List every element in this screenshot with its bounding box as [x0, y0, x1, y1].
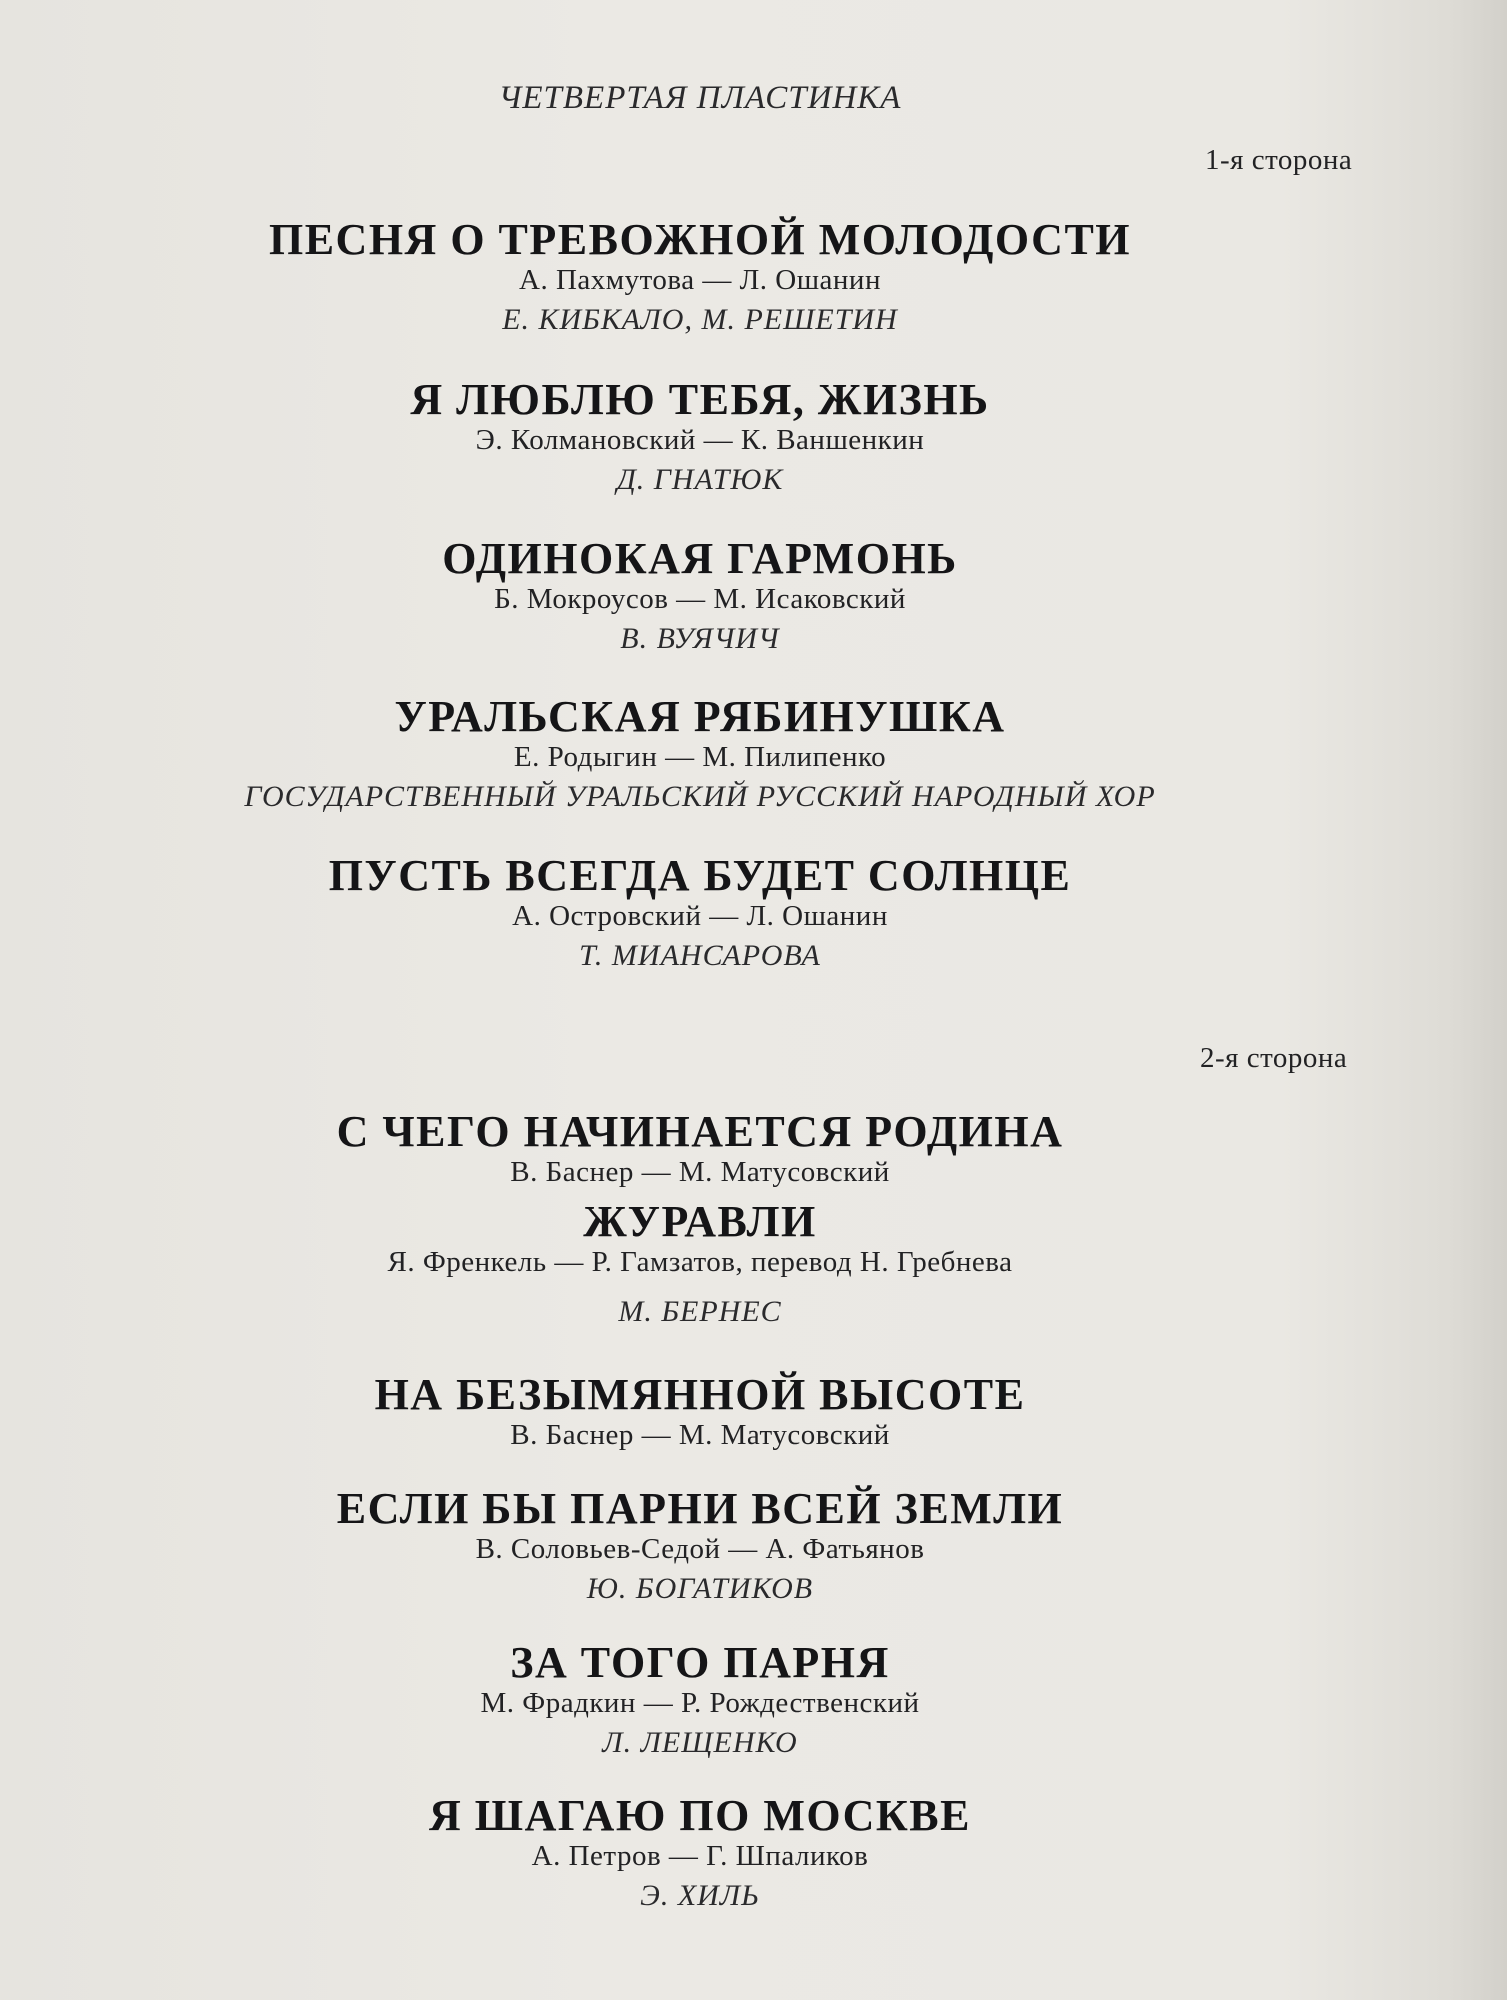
track-title: ПЕСНЯ О ТРЕВОЖНОЙ МОЛОДОСТИ — [268, 215, 1132, 264]
track-title: ЖУРАВЛИ — [583, 1197, 817, 1246]
track-performer: Д. ГНАТЮК — [616, 463, 784, 496]
track-authors: Я. Френкель — Р. Гамзатов, перевод Н. Гребнева — [387, 1246, 1013, 1278]
track-authors: В. Соловьев-Седой — А. Фатьянов — [475, 1533, 925, 1565]
track-10 — [0, 1638, 1400, 1761]
track-title: ОДИНОКАЯ ГАРМОНЬ — [442, 534, 958, 583]
track-3 — [0, 534, 1400, 657]
track-authors: Б. Мокроусов — М. Исаковский — [494, 583, 906, 615]
track-title: С ЧЕГО НАЧИНАЕТСЯ РОДИНА — [336, 1107, 1064, 1156]
side-1-label: 1-я сторона — [1205, 144, 1353, 176]
track-performer: Е. КИБКАЛО, М. РЕШЕТИН — [502, 303, 898, 336]
track-performer: Т. МИАНСАРОВА — [579, 939, 821, 972]
track-performer: М. БЕРНЕС — [618, 1295, 782, 1328]
record-title: ЧЕТВЕРТАЯ ПЛАСТИНКА — [498, 80, 902, 116]
track-2 — [0, 375, 1400, 498]
track-title: ПУСТЬ ВСЕГДА БУДЕТ СОЛНЦЕ — [328, 851, 1072, 900]
track-authors: В. Баснер — М. Матусовский — [510, 1419, 890, 1451]
track-performer: Л. ЛЕЩЕНКО — [602, 1726, 798, 1759]
track-performer: В. ВУЯЧИЧ — [620, 622, 780, 655]
track-9 — [0, 1484, 1400, 1607]
track-1 — [0, 215, 1400, 338]
track-authors: М. Фрадкин — Р. Рождественский — [480, 1687, 920, 1719]
track-11 — [0, 1791, 1400, 1914]
track-5 — [0, 851, 1400, 974]
track-title: ЕСЛИ БЫ ПАРНИ ВСЕЙ ЗЕМЛИ — [336, 1484, 1064, 1533]
track-authors: В. Баснер — М. Матусовский — [510, 1156, 890, 1188]
track-6 — [0, 1107, 1400, 1190]
track-title: Я ШАГАЮ ПО МОСКВЕ — [428, 1791, 971, 1840]
track-authors: Э. Колмановский — К. Ваншенкин — [475, 424, 925, 456]
track-authors: Е. Родыгин — М. Пилипенко — [513, 741, 887, 773]
track-4 — [0, 692, 1400, 815]
track-authors: А. Петров — Г. Шпаликов — [531, 1840, 869, 1872]
track-authors: А. Островский — Л. Ошанин — [512, 900, 888, 932]
track-performer: ГОСУДАРСТВЕННЫЙ УРАЛЬСКИЙ РУССКИЙ НАРОДНЫЙ ХОР — [244, 780, 1156, 813]
track-title: ЗА ТОГО ПАРНЯ — [510, 1638, 890, 1687]
track-title: НА БЕЗЫМЯННОЙ ВЫСОТЕ — [374, 1370, 1026, 1419]
track-authors: А. Пахмутова — Л. Ошанин — [519, 264, 881, 296]
track-performer: Э. ХИЛЬ — [640, 1879, 760, 1912]
track-7 — [0, 1197, 1400, 1330]
track-performer: Ю. БОГАТИКОВ — [586, 1572, 814, 1605]
track-8 — [0, 1370, 1400, 1453]
side-2-label: 2-я сторона — [1200, 1042, 1348, 1074]
track-title: Я ЛЮБЛЮ ТЕБЯ, ЖИЗНЬ — [410, 375, 990, 424]
track-title: УРАЛЬСКАЯ РЯБИНУШКА — [394, 692, 1006, 741]
